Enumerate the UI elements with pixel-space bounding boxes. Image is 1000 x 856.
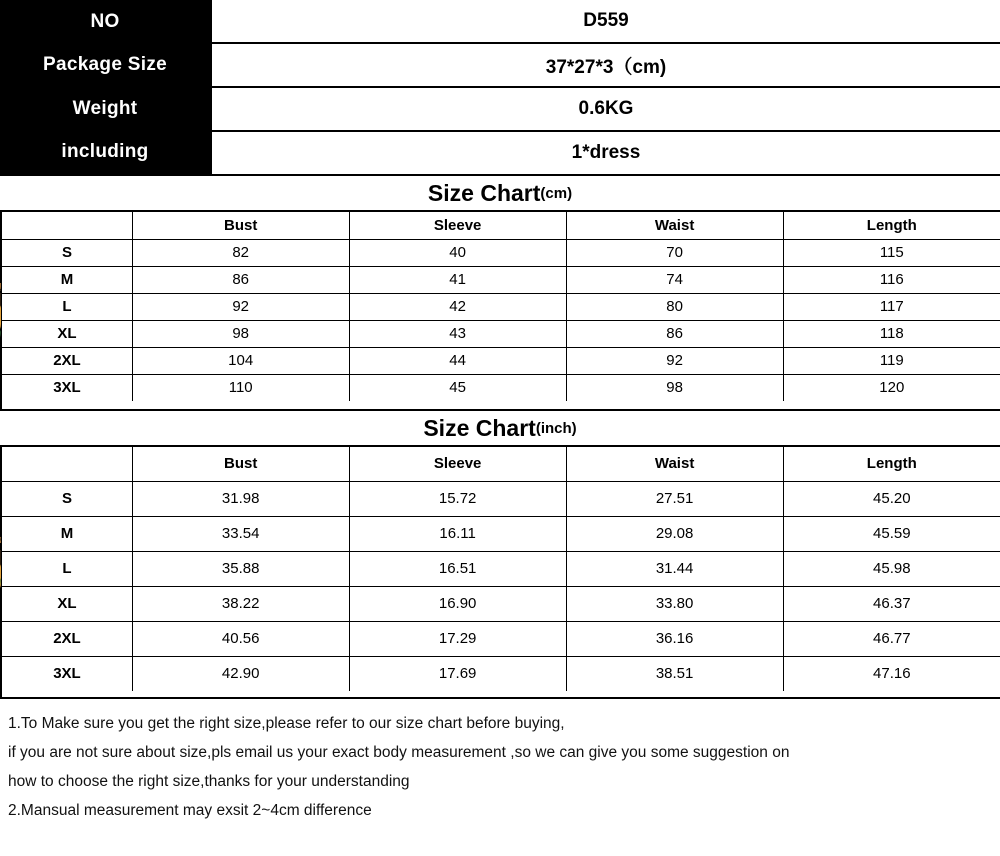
model-arm-left [0, 251, 2, 331]
cell-length: 46.77 [783, 621, 1000, 656]
cell-length: 116 [783, 266, 1000, 293]
size-chart-inch-unit: (inch) [535, 419, 577, 437]
size-chart-cm-title-text: Size Chart [427, 179, 541, 206]
header-waist: Waist [566, 447, 783, 481]
cell-bust: 40.56 [132, 621, 349, 656]
size-chart-cm-table-wrap [2, 212, 1000, 409]
size-chart-inch-table [2, 447, 1000, 691]
header-length: Length [783, 212, 1000, 239]
cell-bust: 42.90 [132, 656, 349, 691]
cell-sleeve: 43 [349, 320, 566, 347]
cell-size: 3XL [2, 374, 132, 401]
cell-sleeve: 40 [349, 239, 566, 266]
cell-size: S [2, 481, 132, 516]
cell-length: 120 [879, 379, 905, 397]
info-value-weight: 0.6KG [212, 88, 1000, 132]
size-chart-cm-body [0, 212, 1000, 409]
info-label-package-size: Package Size [42, 54, 167, 76]
info-label-no: NO [90, 10, 120, 32]
table-row [2, 516, 1000, 551]
cell-waist: 33.80 [566, 586, 783, 621]
plant-leaf [0, 576, 2, 629]
cell-bust: 31.98 [132, 481, 349, 516]
cell-waist: 27.51 [566, 481, 783, 516]
size-chart-cm-unit: (cm) [540, 184, 573, 202]
cell-waist: 38.51 [566, 656, 783, 691]
cell-length: 47.16 [873, 665, 911, 683]
size-chart-inch-section [0, 409, 1000, 697]
cell-size: M [2, 266, 132, 293]
header-bust: Bust [132, 447, 349, 481]
size-chart-cm-table [2, 212, 1000, 401]
header-sleeve: Sleeve [349, 447, 566, 481]
cell-sleeve: 16.90 [349, 586, 566, 621]
cell-sleeve: 41 [349, 266, 566, 293]
table-header-row [2, 212, 1000, 239]
table-row [2, 320, 1000, 347]
header-size [2, 447, 132, 481]
product-info-block [0, 0, 1000, 174]
cell-length: 117 [783, 293, 1000, 320]
size-chart-cm-title [0, 176, 1000, 212]
table-row [2, 586, 1000, 621]
header-bust: Bust [132, 212, 349, 239]
size-chart-inch-title-text: Size Chart [423, 414, 536, 441]
product-info-labels [0, 0, 210, 174]
cell-sleeve: 17.69 [349, 656, 566, 691]
cell-bust: 98 [132, 320, 349, 347]
cell-bust: 33.54 [132, 516, 349, 551]
note-line-2: if you are not sure about size,pls email us your exact body measurement ,so we can give you some suggestion on [8, 744, 790, 761]
note-line-1: 1.To Make sure you get the right size,please refer to our size chart before buying, [8, 715, 565, 732]
cell-length: 45.59 [783, 516, 1000, 551]
cell-bust: 86 [132, 266, 349, 293]
cell-sleeve: 17.29 [349, 621, 566, 656]
photo-lamp-stem [0, 550, 2, 578]
info-value-package-size: 37*27*3（cm) [212, 44, 1000, 88]
note-line-4: 2.Mansual measurement may exsit 2~4cm difference [8, 802, 372, 819]
cell-bust: 92 [132, 293, 349, 320]
cell-bust: 38.22 [132, 586, 349, 621]
header-length: Length [783, 447, 1000, 481]
cell-bust: 104 [132, 347, 349, 374]
cell-size: XL [2, 320, 132, 347]
plant-leaf [0, 328, 2, 381]
product-photo-cm [0, 212, 2, 409]
info-label-weight: Weight [72, 97, 138, 119]
photo-lamp-shade [0, 265, 2, 291]
cell-length: 119 [783, 347, 1000, 374]
product-photo-inch [0, 447, 2, 697]
table-header-row [2, 447, 1000, 481]
table-row [2, 239, 1000, 266]
info-label-including: including [61, 141, 149, 163]
photo-lamp-shade [0, 515, 2, 541]
table-row [2, 266, 1000, 293]
cell-waist: 86 [566, 320, 783, 347]
table-row [2, 481, 1000, 516]
cell-sleeve: 16.11 [349, 516, 566, 551]
table-row [2, 621, 1000, 656]
cell-size: L [2, 293, 132, 320]
cell-waist: 70 [566, 239, 783, 266]
product-info-values [210, 0, 1000, 174]
cell-bust: 35.88 [132, 551, 349, 586]
cell-waist: 74 [566, 266, 783, 293]
cell-waist: 29.08 [566, 516, 783, 551]
model-arm-right [0, 251, 2, 331]
header-waist: Waist [566, 212, 783, 239]
cell-size: M [2, 516, 132, 551]
size-chart-cm-section [0, 174, 1000, 409]
size-notes [0, 697, 1000, 856]
cell-waist: 92 [566, 347, 783, 374]
cell-length: 46.37 [783, 586, 1000, 621]
header-sleeve: Sleeve [349, 212, 566, 239]
cell-bust: 82 [132, 239, 349, 266]
size-chart-inch-title [0, 411, 1000, 447]
model-arm-left [0, 497, 2, 599]
table-row [2, 656, 1000, 691]
table-row [2, 551, 1000, 586]
cell-size: XL [2, 586, 132, 621]
cell-waist: 80 [566, 293, 783, 320]
cell-size: 3XL [2, 656, 132, 691]
note-line-3: how to choose the right size,thanks for your understanding [8, 773, 410, 790]
model-arm-right [0, 497, 2, 599]
cell-sleeve: 44 [349, 347, 566, 374]
size-chart-inch-table-wrap [2, 447, 1000, 697]
cell-sleeve: 42 [349, 293, 566, 320]
cell-waist: 98 [566, 374, 783, 401]
header-size [2, 212, 132, 239]
cell-length: 118 [783, 320, 1000, 347]
info-value-including: 1*dress [571, 142, 641, 163]
cell-sleeve: 16.51 [349, 551, 566, 586]
info-value-no: D559 [212, 0, 1000, 44]
cell-waist: 36.16 [566, 621, 783, 656]
cell-sleeve: 45 [349, 374, 566, 401]
photo-vase [0, 562, 2, 596]
cell-length: 115 [783, 239, 1000, 266]
size-chart-inch-body [0, 447, 1000, 697]
photo-lamp-stem [0, 293, 2, 321]
photo-vase [0, 303, 2, 337]
table-row [2, 374, 1000, 401]
cell-bust: 110 [132, 374, 349, 401]
table-row [2, 293, 1000, 320]
cell-length: 45.20 [783, 481, 1000, 516]
cell-size: S [2, 239, 132, 266]
cell-waist: 31.44 [566, 551, 783, 586]
cell-sleeve: 15.72 [349, 481, 566, 516]
table-row [2, 347, 1000, 374]
cell-size: 2XL [2, 347, 132, 374]
cell-size: L [2, 551, 132, 586]
cell-size: 2XL [2, 621, 132, 656]
cell-length: 45.98 [783, 551, 1000, 586]
